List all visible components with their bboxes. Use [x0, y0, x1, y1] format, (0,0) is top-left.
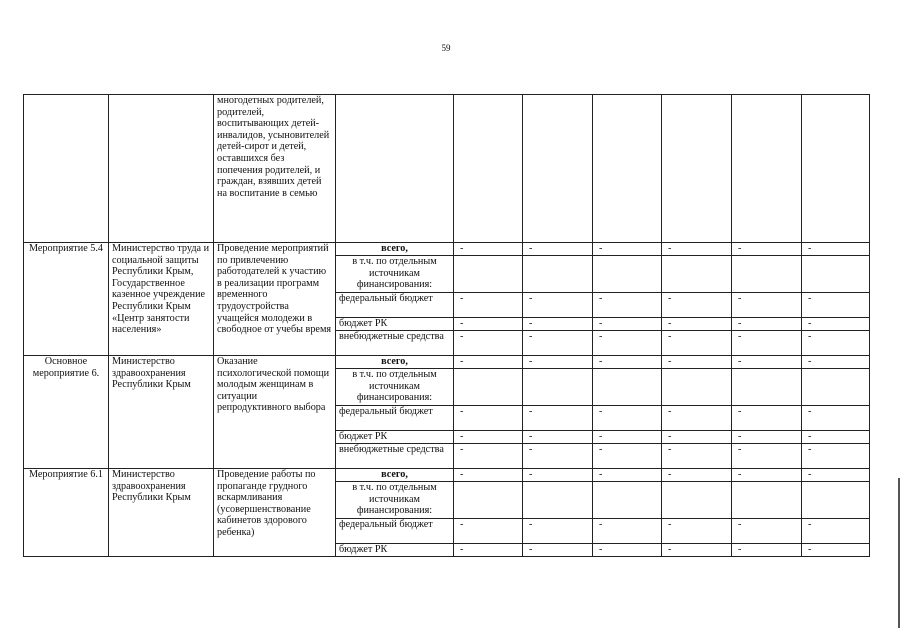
value-cell [732, 256, 802, 293]
value-cell: - [593, 356, 662, 369]
measure-code-cell: Мероприятие 6.1 [24, 469, 109, 557]
funding-source-cell: федеральный бюджет [336, 519, 454, 544]
empty-cell [732, 95, 802, 243]
value-cell: - [732, 469, 802, 482]
activity-cell: многодетных родителей, родителей, воспитывающих детей-инвалидов, усыновителей детей-сирот и детей, оставшихся без попечения родителей, и граждан, взявших детей на воспитание в семью [214, 95, 336, 243]
value-cell: - [662, 431, 732, 444]
value-cell: - [732, 544, 802, 557]
value-cell: - [662, 444, 732, 469]
value-cell: - [732, 356, 802, 369]
value-cell: - [802, 406, 870, 431]
value-cell [732, 369, 802, 406]
value-cell: - [732, 519, 802, 544]
value-cell: - [454, 544, 523, 557]
value-cell: - [593, 544, 662, 557]
value-cell: - [523, 318, 593, 331]
table-row [24, 243, 870, 256]
value-cell: - [662, 519, 732, 544]
value-cell: - [802, 243, 870, 256]
value-cell: - [593, 406, 662, 431]
value-cell: - [523, 544, 593, 557]
funding-source-cell: всего, [336, 243, 454, 256]
value-cell: - [802, 431, 870, 444]
value-cell [454, 482, 523, 519]
value-cell: - [593, 243, 662, 256]
scan-edge-line [898, 478, 900, 628]
value-cell: - [523, 519, 593, 544]
funding-source-cell: внебюджетные средства [336, 331, 454, 356]
value-cell: - [593, 431, 662, 444]
funding-source-cell: в т.ч. по отдельным источникам финансирования: [336, 256, 454, 293]
value-cell: - [454, 243, 523, 256]
value-cell: - [454, 431, 523, 444]
value-cell [593, 369, 662, 406]
empty-cell [336, 95, 454, 243]
value-cell: - [593, 318, 662, 331]
value-cell: - [593, 519, 662, 544]
value-cell: - [593, 444, 662, 469]
value-cell: - [454, 469, 523, 482]
value-cell: - [523, 431, 593, 444]
value-cell: - [732, 243, 802, 256]
value-cell: - [523, 293, 593, 318]
activity-cell: Оказание психологической помощи молодым женщинам в ситуации репродуктивного выбора [214, 356, 336, 469]
funding-source-cell: в т.ч. по отдельным источникам финансирования: [336, 482, 454, 519]
value-cell [523, 256, 593, 293]
value-cell: - [732, 293, 802, 318]
value-cell: - [523, 406, 593, 431]
funding-source-cell: бюджет РК [336, 544, 454, 557]
value-cell: - [802, 544, 870, 557]
activity-cell: Проведение работы по пропаганде грудного вскармливания (усовершенствование кабинетов здорового ребенка) [214, 469, 336, 557]
value-cell: - [732, 331, 802, 356]
value-cell: - [454, 406, 523, 431]
value-cell: - [802, 469, 870, 482]
empty-cell [802, 95, 870, 243]
value-cell [454, 256, 523, 293]
value-cell: - [802, 519, 870, 544]
value-cell: - [802, 444, 870, 469]
executor-cell: Министерство здравоохранения Республики Крым [109, 356, 214, 469]
value-cell [802, 256, 870, 293]
table-body [24, 95, 870, 557]
funding-source-cell: внебюджетные средства [336, 444, 454, 469]
table-row [24, 356, 870, 369]
value-cell [802, 482, 870, 519]
value-cell: - [662, 318, 732, 331]
value-cell: - [523, 469, 593, 482]
value-cell: - [523, 444, 593, 469]
value-cell: - [802, 331, 870, 356]
value-cell [523, 369, 593, 406]
value-cell: - [454, 318, 523, 331]
empty-cell [593, 95, 662, 243]
value-cell [662, 369, 732, 406]
measure-code-cell: Мероприятие 5.4 [24, 243, 109, 356]
value-cell [662, 482, 732, 519]
value-cell: - [732, 406, 802, 431]
value-cell: - [802, 293, 870, 318]
value-cell: - [523, 331, 593, 356]
empty-cell [454, 95, 523, 243]
value-cell: - [454, 444, 523, 469]
table-row [24, 469, 870, 482]
value-cell: - [662, 469, 732, 482]
funding-source-cell: бюджет РК [336, 318, 454, 331]
value-cell: - [732, 431, 802, 444]
empty-cell [662, 95, 732, 243]
value-cell: - [802, 356, 870, 369]
value-cell: - [732, 318, 802, 331]
value-cell [732, 482, 802, 519]
value-cell: - [593, 293, 662, 318]
program-table-wrap [23, 94, 870, 557]
value-cell: - [662, 356, 732, 369]
value-cell: - [802, 318, 870, 331]
value-cell [593, 482, 662, 519]
value-cell: - [732, 444, 802, 469]
table-row-continued [24, 95, 870, 243]
value-cell: - [523, 356, 593, 369]
funding-source-cell: федеральный бюджет [336, 406, 454, 431]
funding-source-cell: в т.ч. по отдельным источникам финансирования: [336, 369, 454, 406]
code-cell-empty [24, 95, 109, 243]
value-cell: - [662, 544, 732, 557]
value-cell [662, 256, 732, 293]
funding-source-cell: федеральный бюджет [336, 293, 454, 318]
value-cell: - [662, 243, 732, 256]
executor-cell: Министерство здравоохранения Республики Крым [109, 469, 214, 557]
executor-cell: Министерство труда и социальной защиты Республики Крым, Государственное казенное учреждение Республики Крым «Центр занятости населения» [109, 243, 214, 356]
value-cell [523, 482, 593, 519]
program-table [23, 94, 870, 557]
value-cell: - [662, 293, 732, 318]
value-cell: - [454, 356, 523, 369]
value-cell [802, 369, 870, 406]
executor-cell-empty [109, 95, 214, 243]
value-cell: - [662, 406, 732, 431]
measure-code-cell: Основное мероприятие 6. [24, 356, 109, 469]
value-cell: - [454, 331, 523, 356]
value-cell: - [454, 293, 523, 318]
value-cell: - [593, 469, 662, 482]
page-number: 59 [441, 43, 451, 53]
value-cell: - [593, 331, 662, 356]
activity-cell: Проведение мероприятий по привлечению работодателей к участию в реализации программ временного трудоустройства учащейся молодежи в свободное от учебы время [214, 243, 336, 356]
value-cell: - [662, 331, 732, 356]
value-cell: - [523, 243, 593, 256]
funding-source-cell: всего, [336, 356, 454, 369]
empty-cell [523, 95, 593, 243]
value-cell [593, 256, 662, 293]
value-cell: - [454, 519, 523, 544]
funding-source-cell: бюджет РК [336, 431, 454, 444]
value-cell [454, 369, 523, 406]
funding-source-cell: всего, [336, 469, 454, 482]
